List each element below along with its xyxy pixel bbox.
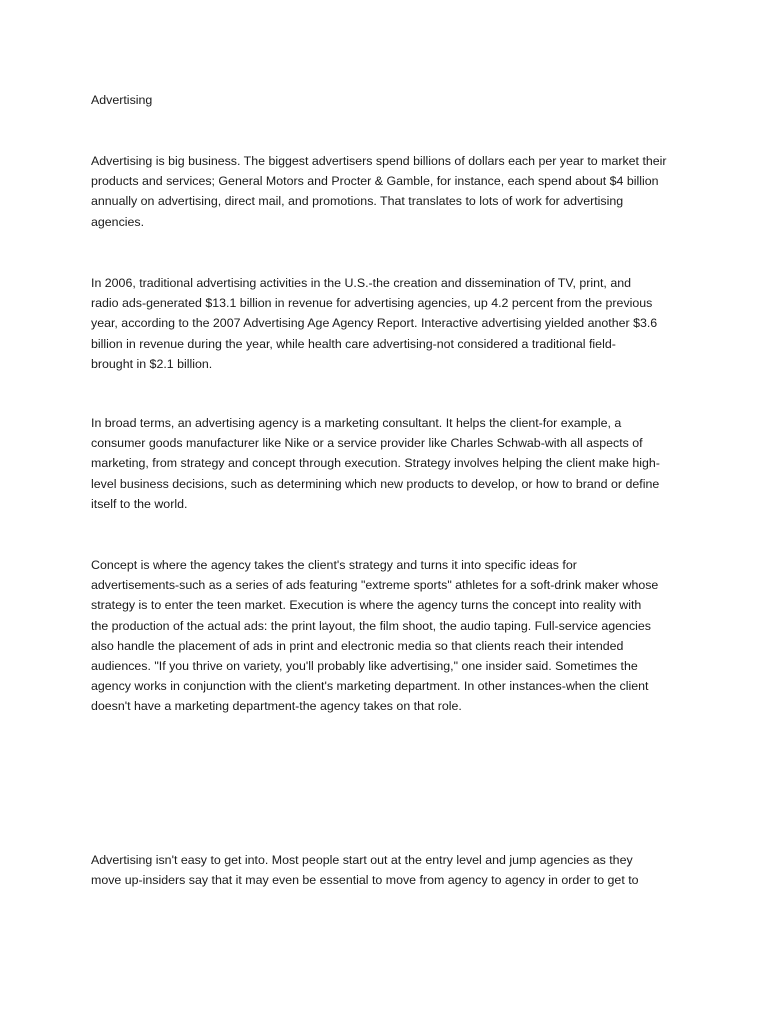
paragraph-line: agency works in conjunction with the client's marketing department. In other instances-when the client <box>91 679 649 694</box>
paragraph-line: the production of the actual ads: the print layout, the film shoot, the audio taping. Full-service agencies <box>91 618 651 633</box>
paragraph-line: year, according to the 2007 Advertising Age Agency Report. Interactive advertising yielded another $3.6 <box>91 316 658 331</box>
document-page <box>91 0 686 1024</box>
document-title <box>91 90 686 110</box>
paragraph-line: strategy is to enter the teen market. Execution is where the agency turns the concept into reality with <box>91 598 642 613</box>
paragraph-line: doesn't have a marketing department-the agency takes on that role. <box>91 699 462 714</box>
paragraph-line: Advertising isn't easy to get into. Most people start out at the entry level and jump agencies as they <box>91 853 633 867</box>
paragraph-4 <box>91 555 686 717</box>
paragraph-1 <box>91 151 686 232</box>
paragraph-line: move up-insiders say that it may even be essential to move from agency to agency in order to get to <box>91 873 639 888</box>
paragraph-line: Concept is where the agency takes the client's strategy and turns it into specific ideas for <box>91 558 577 572</box>
paragraph-line: annually on advertising, direct mail, and promotions. That translates to lots of work for advertising <box>91 194 624 209</box>
paragraph-line: radio ads-generated $13.1 billion in revenue for advertising agencies, up 4.2 percent from the previous <box>91 296 653 311</box>
paragraph-line: brought in $2.1 billion. <box>91 356 213 371</box>
paragraph-line: products and services; General Motors and Procter & Gamble, for instance, each spend about $4 billion <box>91 174 659 189</box>
paragraph-2 <box>91 273 686 374</box>
paragraph-line: agencies. <box>91 214 145 229</box>
paragraph-line: level business decisions, such as determining which new products to develop, or how to brand or define <box>91 476 660 491</box>
paragraph-line: In broad terms, an advertising agency is a marketing consultant. It helps the client-for example, a <box>91 416 622 430</box>
paragraph-line: Advertising is big business. The biggest advertisers spend billions of dollars each per year to market their <box>91 154 667 168</box>
paragraph-3 <box>91 413 686 514</box>
paragraph-line: audiences. "If you thrive on variety, you'll probably like advertising," one insider said. Sometimes the <box>91 659 638 674</box>
paragraph-line: consumer goods manufacturer like Nike or a service provider like Charles Schwab-with all aspects of <box>91 436 643 451</box>
paragraph-5 <box>91 850 686 890</box>
paragraph-line: itself to the world. <box>91 496 188 511</box>
paragraph-line: billion in revenue during the year, while health care advertising-not considered a traditional field- <box>91 336 616 351</box>
paragraph-line: In 2006, traditional advertising activities in the U.S.-the creation and dissemination of TV, print, and <box>91 276 631 290</box>
paragraph-line: also handle the placement of ads in print and electronic media so that clients reach their intended <box>91 638 624 653</box>
paragraph-line: advertisements-such as a series of ads featuring "extreme sports" athletes for a soft-drink maker whose <box>91 578 659 593</box>
paragraph-line: marketing, from strategy and concept through execution. Strategy involves helping the client make high- <box>91 456 660 471</box>
title-text: Advertising <box>91 93 153 107</box>
